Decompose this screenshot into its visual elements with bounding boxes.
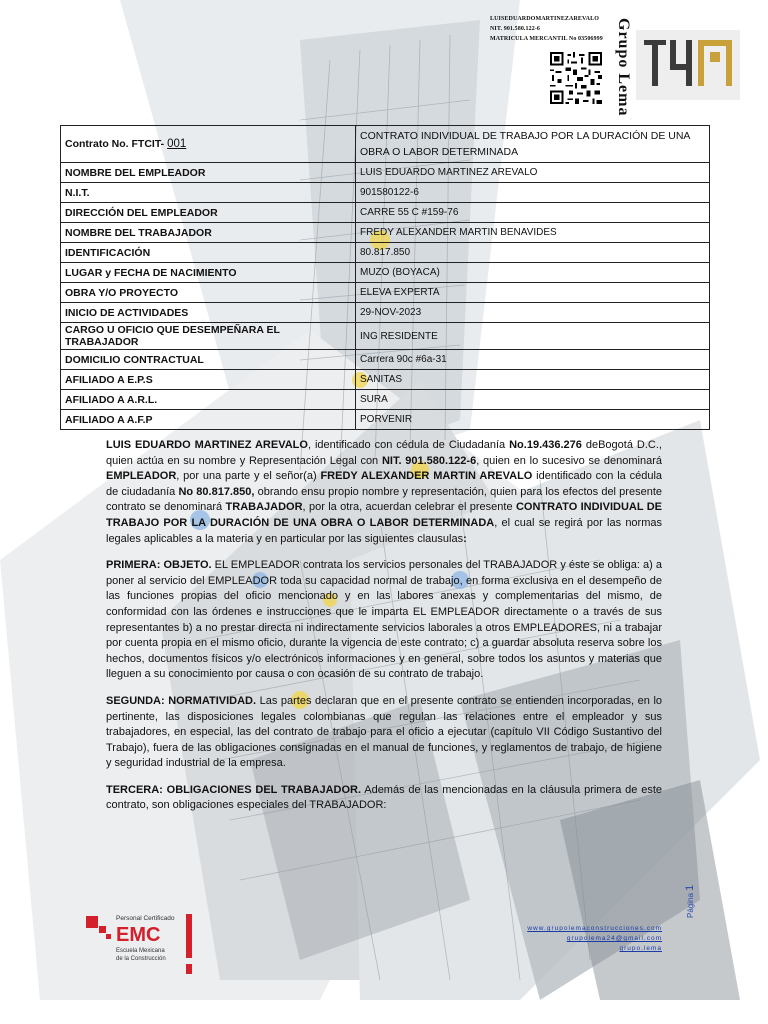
table-key: DIRECCIÓN DEL EMPLEADOR — [61, 203, 356, 223]
website-link[interactable]: www.grupolemaconstrucciones.com — [527, 925, 662, 932]
worker-role: TRABAJADOR — [225, 501, 303, 514]
table-row — [61, 183, 710, 203]
page-label: Página — [686, 893, 695, 918]
table-key: INICIO DE ACTIVIDADES — [61, 303, 356, 323]
table-row — [61, 126, 710, 163]
table-value: Carrera 90c #6a-31 — [356, 350, 710, 370]
contract-number-cell — [61, 126, 356, 163]
table-key: NOMBRE DEL TRABAJADOR — [61, 223, 356, 243]
table-key: DOMICILIO CONTRACTUAL — [61, 350, 356, 370]
table-value: 80.817.850 — [356, 243, 710, 263]
emc-line-1: Escuela Mexicana — [116, 948, 165, 954]
contract-number-label: Contrato No. FTCIT- — [65, 138, 165, 150]
table-row — [61, 263, 710, 283]
table-value: 901580122-6 — [356, 183, 710, 203]
contract-type-cell: CONTRATO INDIVIDUAL DE TRABAJO POR LA DURACIÓN DE UNA OBRA O LABOR DETERMINADA — [356, 126, 710, 163]
page-number-text — [684, 885, 696, 918]
social-link[interactable]: grupo.lema — [619, 945, 662, 952]
table-value: ELEVA EXPERTA — [356, 283, 710, 303]
table-row — [61, 203, 710, 223]
table-row — [61, 163, 710, 183]
text-span: , por la otra, acuerdan celebrar el presente — [302, 501, 516, 514]
clause-text: Además de las mencionadas en la cláusula primera de este contrato, son obligaciones especiales del TRABAJADOR: — [106, 783, 662, 812]
worker-id: No 80.817.850, — [178, 485, 255, 498]
table-row — [61, 350, 710, 370]
text-span: , identificado con cédula de Ciudadanía — [307, 439, 510, 451]
table-key: N.I.T. — [61, 183, 356, 203]
emc-certification-logo — [86, 914, 198, 978]
table-row — [61, 323, 710, 350]
employer-name: LUIS EDUARDO MARTINEZ AREVALO — [106, 439, 308, 451]
emc-line-2: de la Construcción — [116, 956, 166, 962]
emc-small-top: Personal Certificado — [116, 915, 175, 922]
table-key: IDENTIFICACIÓN — [61, 243, 356, 263]
table-value: ING RESIDENTE — [356, 323, 710, 350]
table-value: LUIS EDUARDO MARTINEZ AREVALO — [356, 163, 710, 183]
employer-cc: No.19.436.276 — [509, 439, 582, 451]
text-span: : — [463, 532, 467, 545]
emc-acronym: EMC — [116, 924, 161, 946]
table-row — [61, 223, 710, 243]
contract-title: CONTRATO INDIVIDUAL DE TRABAJO POR LA DURACIÓN DE UNA OBRA O LABOR DETERMINADA — [106, 501, 662, 529]
footer-links — [470, 924, 662, 954]
qr-code — [548, 50, 604, 106]
table-value: PORVENIR — [356, 410, 710, 430]
text-span: , por una parte y el señor(a) — [176, 470, 321, 483]
company-registration-line: MATRICULA MERCANTIL No 03506999 — [490, 36, 603, 42]
table-value: SURA — [356, 390, 710, 410]
contract-info-table — [60, 125, 710, 430]
brand-name-vertical — [610, 18, 634, 117]
intro-paragraph — [106, 438, 662, 547]
table-row — [61, 370, 710, 390]
table-row — [61, 243, 710, 263]
table-value: 29-NOV-2023 — [356, 303, 710, 323]
clause-text: Las partes declaran que en el presente contrato se entienden incorporadas, en lo pertinente, las disposiciones legales colombianas que regulan las relaciones entre el empleador y sus trabajadores, en especial, las del contrato de trabajo para el oficio a ejecutar (capítulo VII Código Sustantivo del Trabajo), fuera de las obligaciones consignadas en el manual de funciones, y reglamentos de trabajo, de higiene y seguridad industrial de la empresa. — [106, 694, 663, 770]
table-key: NOMBRE DEL EMPLEADOR — [61, 163, 356, 183]
clause-heading: PRIMERA: OBJETO. — [106, 559, 212, 572]
table-row — [61, 303, 710, 323]
email-link[interactable]: grupolema24@gmail.com — [566, 935, 662, 942]
contract-body — [106, 438, 662, 825]
table-key: LUGAR y FECHA DE NACIMIENTO — [61, 263, 356, 283]
table-key: AFILIADO A A.F.P — [61, 410, 356, 430]
table-key: CARGO U OFICIO QUE DESEMPEÑARA EL TRABAJADOR — [61, 323, 356, 350]
text-span: deBogotá D.C., quien actúa en su nombre y Representación Legal con — [106, 439, 662, 467]
company-nit-line: NIT. 901.580.122-6 — [490, 26, 541, 32]
company-name-line: LUISEDUARDOMARTINEZAREVALO — [490, 16, 599, 22]
page-number — [672, 884, 696, 962]
brand-name-text: Grupo Lema — [615, 18, 632, 117]
text-span: , el cual se regirá por las normas legales aplicables a la materia y en particular por las siguientes clausulas — [106, 516, 662, 545]
text-span: identificado con la cédula de ciudadanía — [106, 470, 663, 498]
clause-text: EL EMPLEADOR contrata los servicios personales del TRABAJADOR y éste se obliga: a) a poner al servicio del EMPLEADOR toda su capacidad normal de trabajo, en forma exclusiva en el desempeño de las funciones propias del oficio mencionado y en las labores anexas y complementarias del mismo, de conformidad con las órdenes e instrucciones que le imparta EL EMPLEADOR directamente o a través de sus representantes b) a no prestar directa ni indirectamente servicios laborales a otros EMPLEADORES, ni a trabajar por cuenta propia en el mismo oficio, durante la vigencia de este contrato; c) a guardar absoluta reserva sobre los hechos, documentos físicos y/o electrónicos informaciones y en general, sobre todos los asuntos y materias que lleguen a su conocimiento por causa o con ocasión de su contrato de trabajo. — [106, 559, 663, 681]
employer-role: EMPLEADOR — [106, 470, 177, 483]
grupo-lema-logo — [636, 30, 740, 100]
table-row — [61, 283, 710, 303]
table-row — [61, 410, 710, 430]
worker-name: FREDY ALEXANDER MARTIN AREVALO — [320, 470, 533, 483]
clause-tercera — [106, 783, 662, 814]
table-row — [61, 390, 710, 410]
table-key: AFILIADO A E.P.S — [61, 370, 356, 390]
employer-nit: NIT. 901.580.122-6 — [381, 454, 477, 467]
page-number-value: 1 — [684, 884, 696, 891]
clause-heading: SEGUNDA: NORMATIVIDAD. — [106, 694, 257, 707]
table-key: OBRA Y/O PROYECTO — [61, 283, 356, 303]
table-key: AFILIADO A A.R.L. — [61, 390, 356, 410]
table-value: CARRE 55 C #159-76 — [356, 203, 710, 223]
table-value: MUZO (BOYACA) — [356, 263, 710, 283]
text-span: obrando ensu propio nombre y representación, quien para los efectos del presente contrato se denominará — [106, 485, 662, 514]
clause-heading: TERCERA: OBLIGACIONES DEL TRABAJADOR. — [106, 783, 362, 796]
company-header-lines — [490, 14, 603, 44]
contract-number-value: 001 — [167, 138, 187, 150]
table-value: FREDY ALEXANDER MARTIN BENAVIDES — [356, 223, 710, 243]
clause-primera — [106, 558, 662, 683]
clause-segunda — [106, 694, 662, 772]
table-value: SANITAS — [356, 370, 710, 390]
text-span: , quien en lo sucesivo se denominará — [476, 454, 662, 467]
